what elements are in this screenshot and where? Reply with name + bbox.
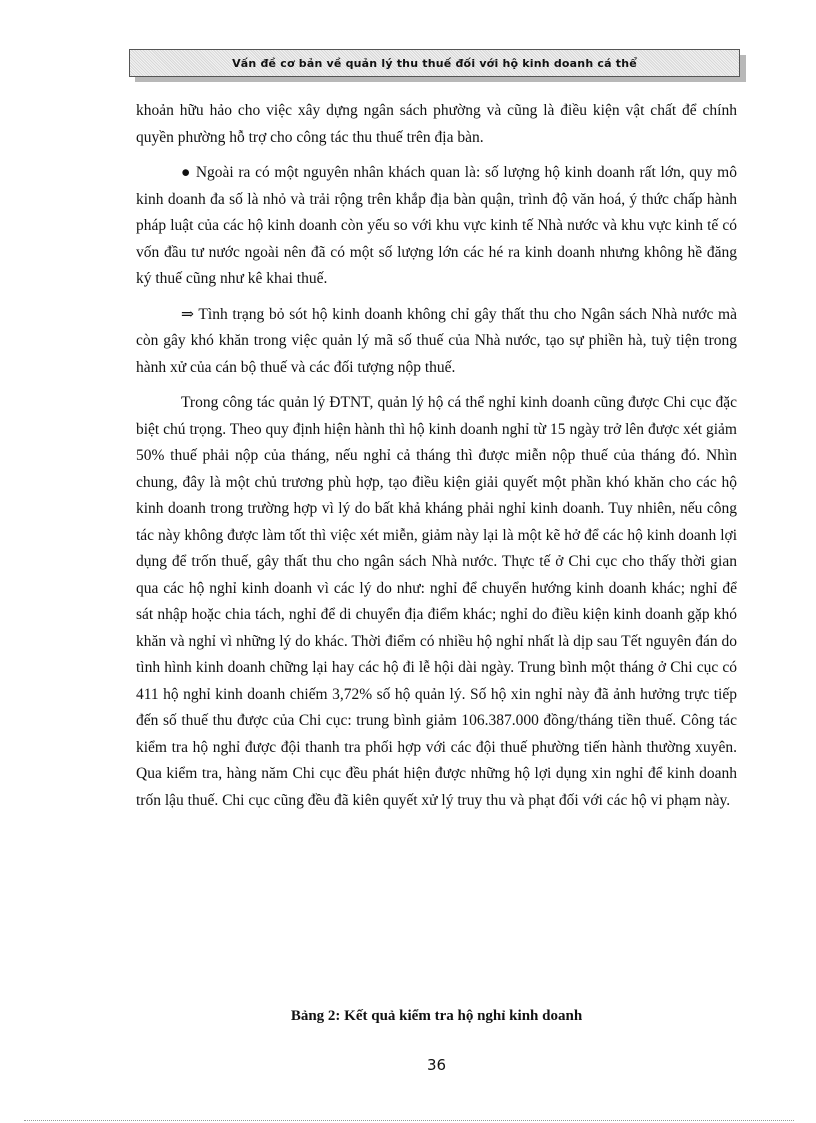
paragraph-continuation: khoản hữu hảo cho việc xây dựng ngân sách phường và cũng là điều kiện vật chất để chính quyền phường hỗ trợ cho công tác thu thuế trên địa bàn. <box>136 102 737 146</box>
header-shadow <box>135 77 746 82</box>
header-shadow-right <box>740 55 746 82</box>
page-number: 36 <box>426 1056 447 1074</box>
running-header-title: Vấn đề cơ bản về quản lý thu thuế đối với hộ kinh doanh cá thể <box>232 56 637 70</box>
paragraph-consequence: ⇒ Tình trạng bỏ sót hộ kinh doanh không chỉ gây thất thu cho Ngân sách Nhà nước mà còn gây khó khăn trong việc quản lý mã số thuế của Nhà nước, tạo sự phiền hà, tuỳ tiện trong hành xử của cán bộ thuế và các đối tượng nộp thuế. <box>136 305 737 376</box>
body-text <box>136 98 737 814</box>
table-caption: Bảng 2: Kết quả kiểm tra hộ nghỉ kinh doanh <box>290 1008 583 1024</box>
running-header <box>129 49 740 77</box>
paragraph-business-suspension: Trong công tác quản lý ĐTNT, quản lý hộ cá thể nghỉ kinh doanh cũng được Chi cục đặc biệt chú trọng. Theo quy định hiện hành thì hộ kinh doanh nghỉ từ 15 ngày trở lên được xét giảm 50% thuế phải nộp của tháng, nếu nghỉ cả tháng thì được miễn nộp thuế của tháng đó. Nhìn chung, đây là một chủ trương phù hợp, tạo điều kiện giải quyết một phần khó khăn cho các hộ kinh doanh trong trường hợp vì lý do bất khả kháng phải nghỉ kinh doanh. Tuy nhiên, nếu công tác này không được làm tốt thì việc xét miễn, giảm này lại là một kẽ hở để các hộ kinh doanh lợi dụng để trốn thuế, gây thất thu cho ngân sách Nhà nước. Thực tế ở Chi cục cho thấy thời gian qua các hộ nghỉ kinh doanh vì các lý do như: nghỉ để chuyển hướng kinh doanh khác; nghỉ để sát nhập hoặc chia tách, nghỉ để di chuyển địa điểm khác; nghỉ do điều kiện kinh doanh gặp khó khăn và nghỉ vì những lý do khác. Thời điểm có nhiều hộ nghỉ nhất là dịp sau Tết nguyên đán do tình hình kinh doanh chững lại hay các hộ đi lễ hội dài ngày. Trung bình một tháng ở Chi cục có 411 hộ nghỉ kinh doanh chiếm 3,72% số hộ quản lý. Số hộ xin nghỉ này đã ảnh hưởng trực tiếp đến số thuế thu được của Chi cục: trung bình giảm 106.387.000 đồng/tháng tiền thuế. Công tác kiểm tra hộ nghỉ được đội thanh tra phối hợp với các đội thuế phường tiến hành thường xuyên. Qua kiểm tra, hàng năm Chi cục đều phát hiện được những hộ lợi dụng xin nghỉ để kinh doanh trốn lậu thuế. Chi cục cũng đều đã kiên quyết xử lý truy thu và phạt đối với các hộ vi phạm này. <box>136 394 737 809</box>
footer-dotted-rule <box>24 1120 794 1121</box>
paragraph-bullet-cause: ● Ngoài ra có một nguyên nhân khách quan là: số lượng hộ kinh doanh rất lớn, quy mô kinh doanh đa số là nhỏ và trải rộng trên khắp địa bàn quận, trình độ văn hoá, ý thức chấp hành pháp luật của các hộ kinh doanh còn yếu so với khu vực kinh tế Nhà nước và khu vực kinh tế có vốn đầu tư nước ngoài nên đã có một số lượng lớn các hé ra kinh doanh nhưng không hề đăng ký thuế cũng như kê khai thuế. <box>136 164 737 287</box>
